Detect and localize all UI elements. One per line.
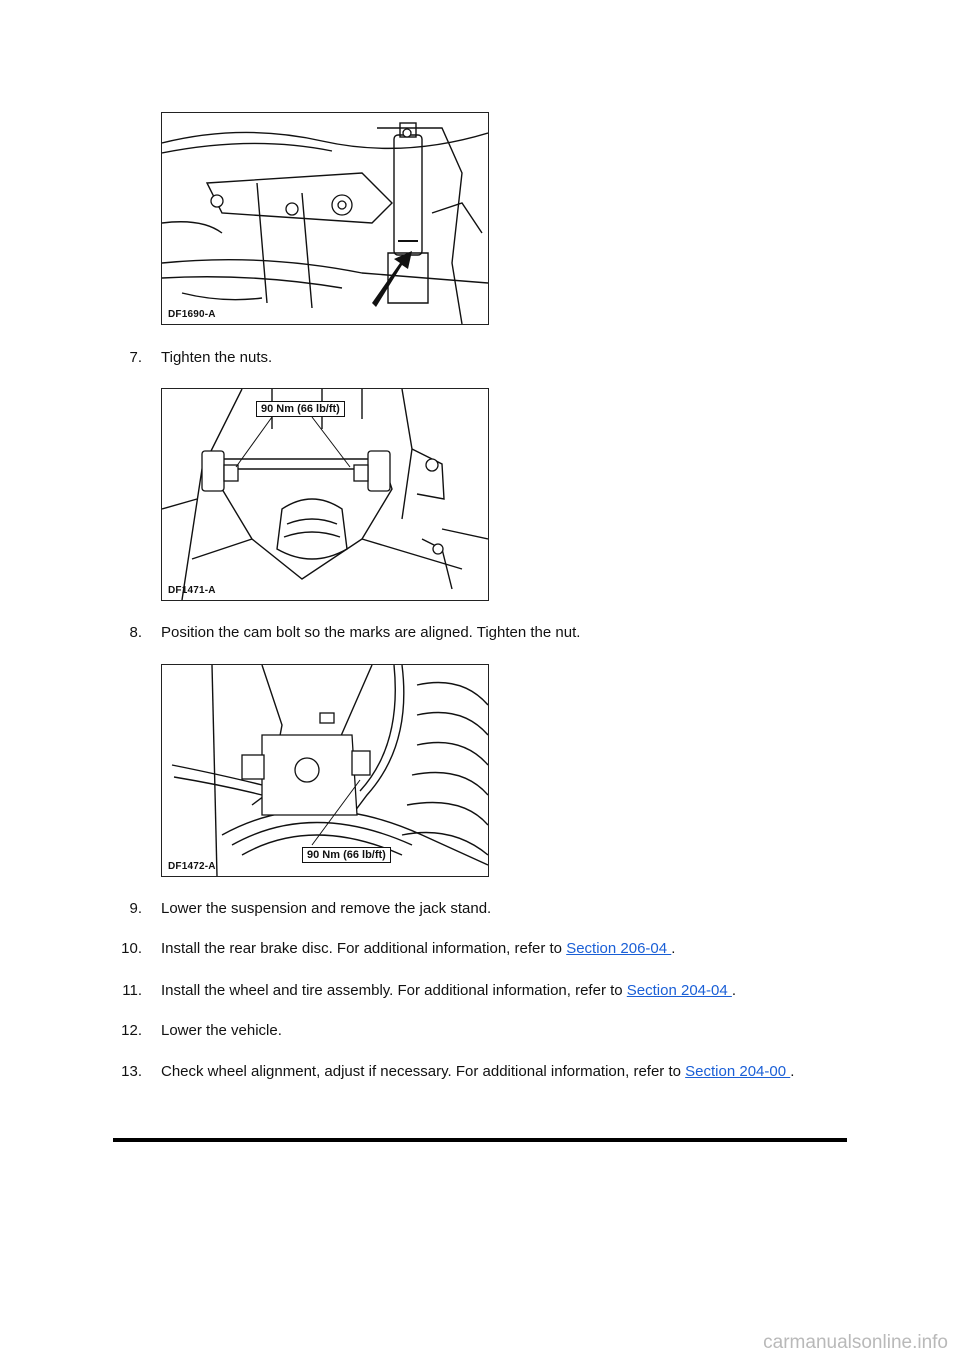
step-number: 7.	[129, 349, 142, 366]
step-period: .	[731, 982, 737, 999]
step-period: .	[671, 940, 676, 957]
step-number: 9.	[129, 900, 142, 917]
step-body: Check wheel alignment, adjust if necessary. For additional information, refer to	[161, 1063, 681, 1080]
section-link-204-00[interactable]: Section 204-00	[685, 1063, 791, 1080]
step-text: Lower the suspension and remove the jack stand.	[161, 900, 492, 917]
cam-bolt-illustration	[162, 665, 488, 876]
watermark: carmanualsonline.info	[763, 1332, 948, 1353]
step-number: 12.	[121, 1022, 142, 1039]
figure-code: DF1690-A	[168, 309, 216, 320]
step-text: Lower the vehicle.	[161, 1022, 282, 1039]
step-number: 8.	[129, 624, 142, 641]
figure-code: DF1471-A	[168, 585, 216, 596]
step-body: Install the rear brake disc. For additional information, refer to	[161, 940, 563, 957]
step-text: Position the cam bolt so the marks are aligned. Tighten the nut.	[161, 624, 581, 641]
section-link-204-04[interactable]: Section 204-04	[626, 982, 732, 999]
torque-label: 90 Nm (66 lb/ft)	[256, 401, 345, 417]
torque-label: 90 Nm (66 lb/ft)	[302, 847, 391, 863]
step-text	[161, 940, 675, 958]
step-number: 10.	[121, 940, 142, 957]
shock-absorber-illustration	[162, 113, 488, 324]
step-number: 13.	[121, 1063, 142, 1080]
step-text: Tighten the nuts.	[161, 349, 273, 366]
upper-arm-illustration	[162, 389, 488, 600]
figure-upper-arm-nuts	[161, 388, 489, 601]
footer-rule	[113, 1138, 847, 1142]
section-link-206-04[interactable]: Section 206-04	[566, 940, 672, 957]
step-number: 11.	[122, 982, 142, 999]
figure-shock-absorber	[161, 112, 489, 325]
step-text	[161, 982, 736, 1000]
step-text	[161, 1063, 794, 1081]
figure-cam-bolt	[161, 664, 489, 877]
step-period: .	[790, 1063, 795, 1080]
step-body: Install the wheel and tire assembly. For additional information, refer to	[161, 982, 623, 999]
figure-code: DF1472-A	[168, 861, 216, 872]
